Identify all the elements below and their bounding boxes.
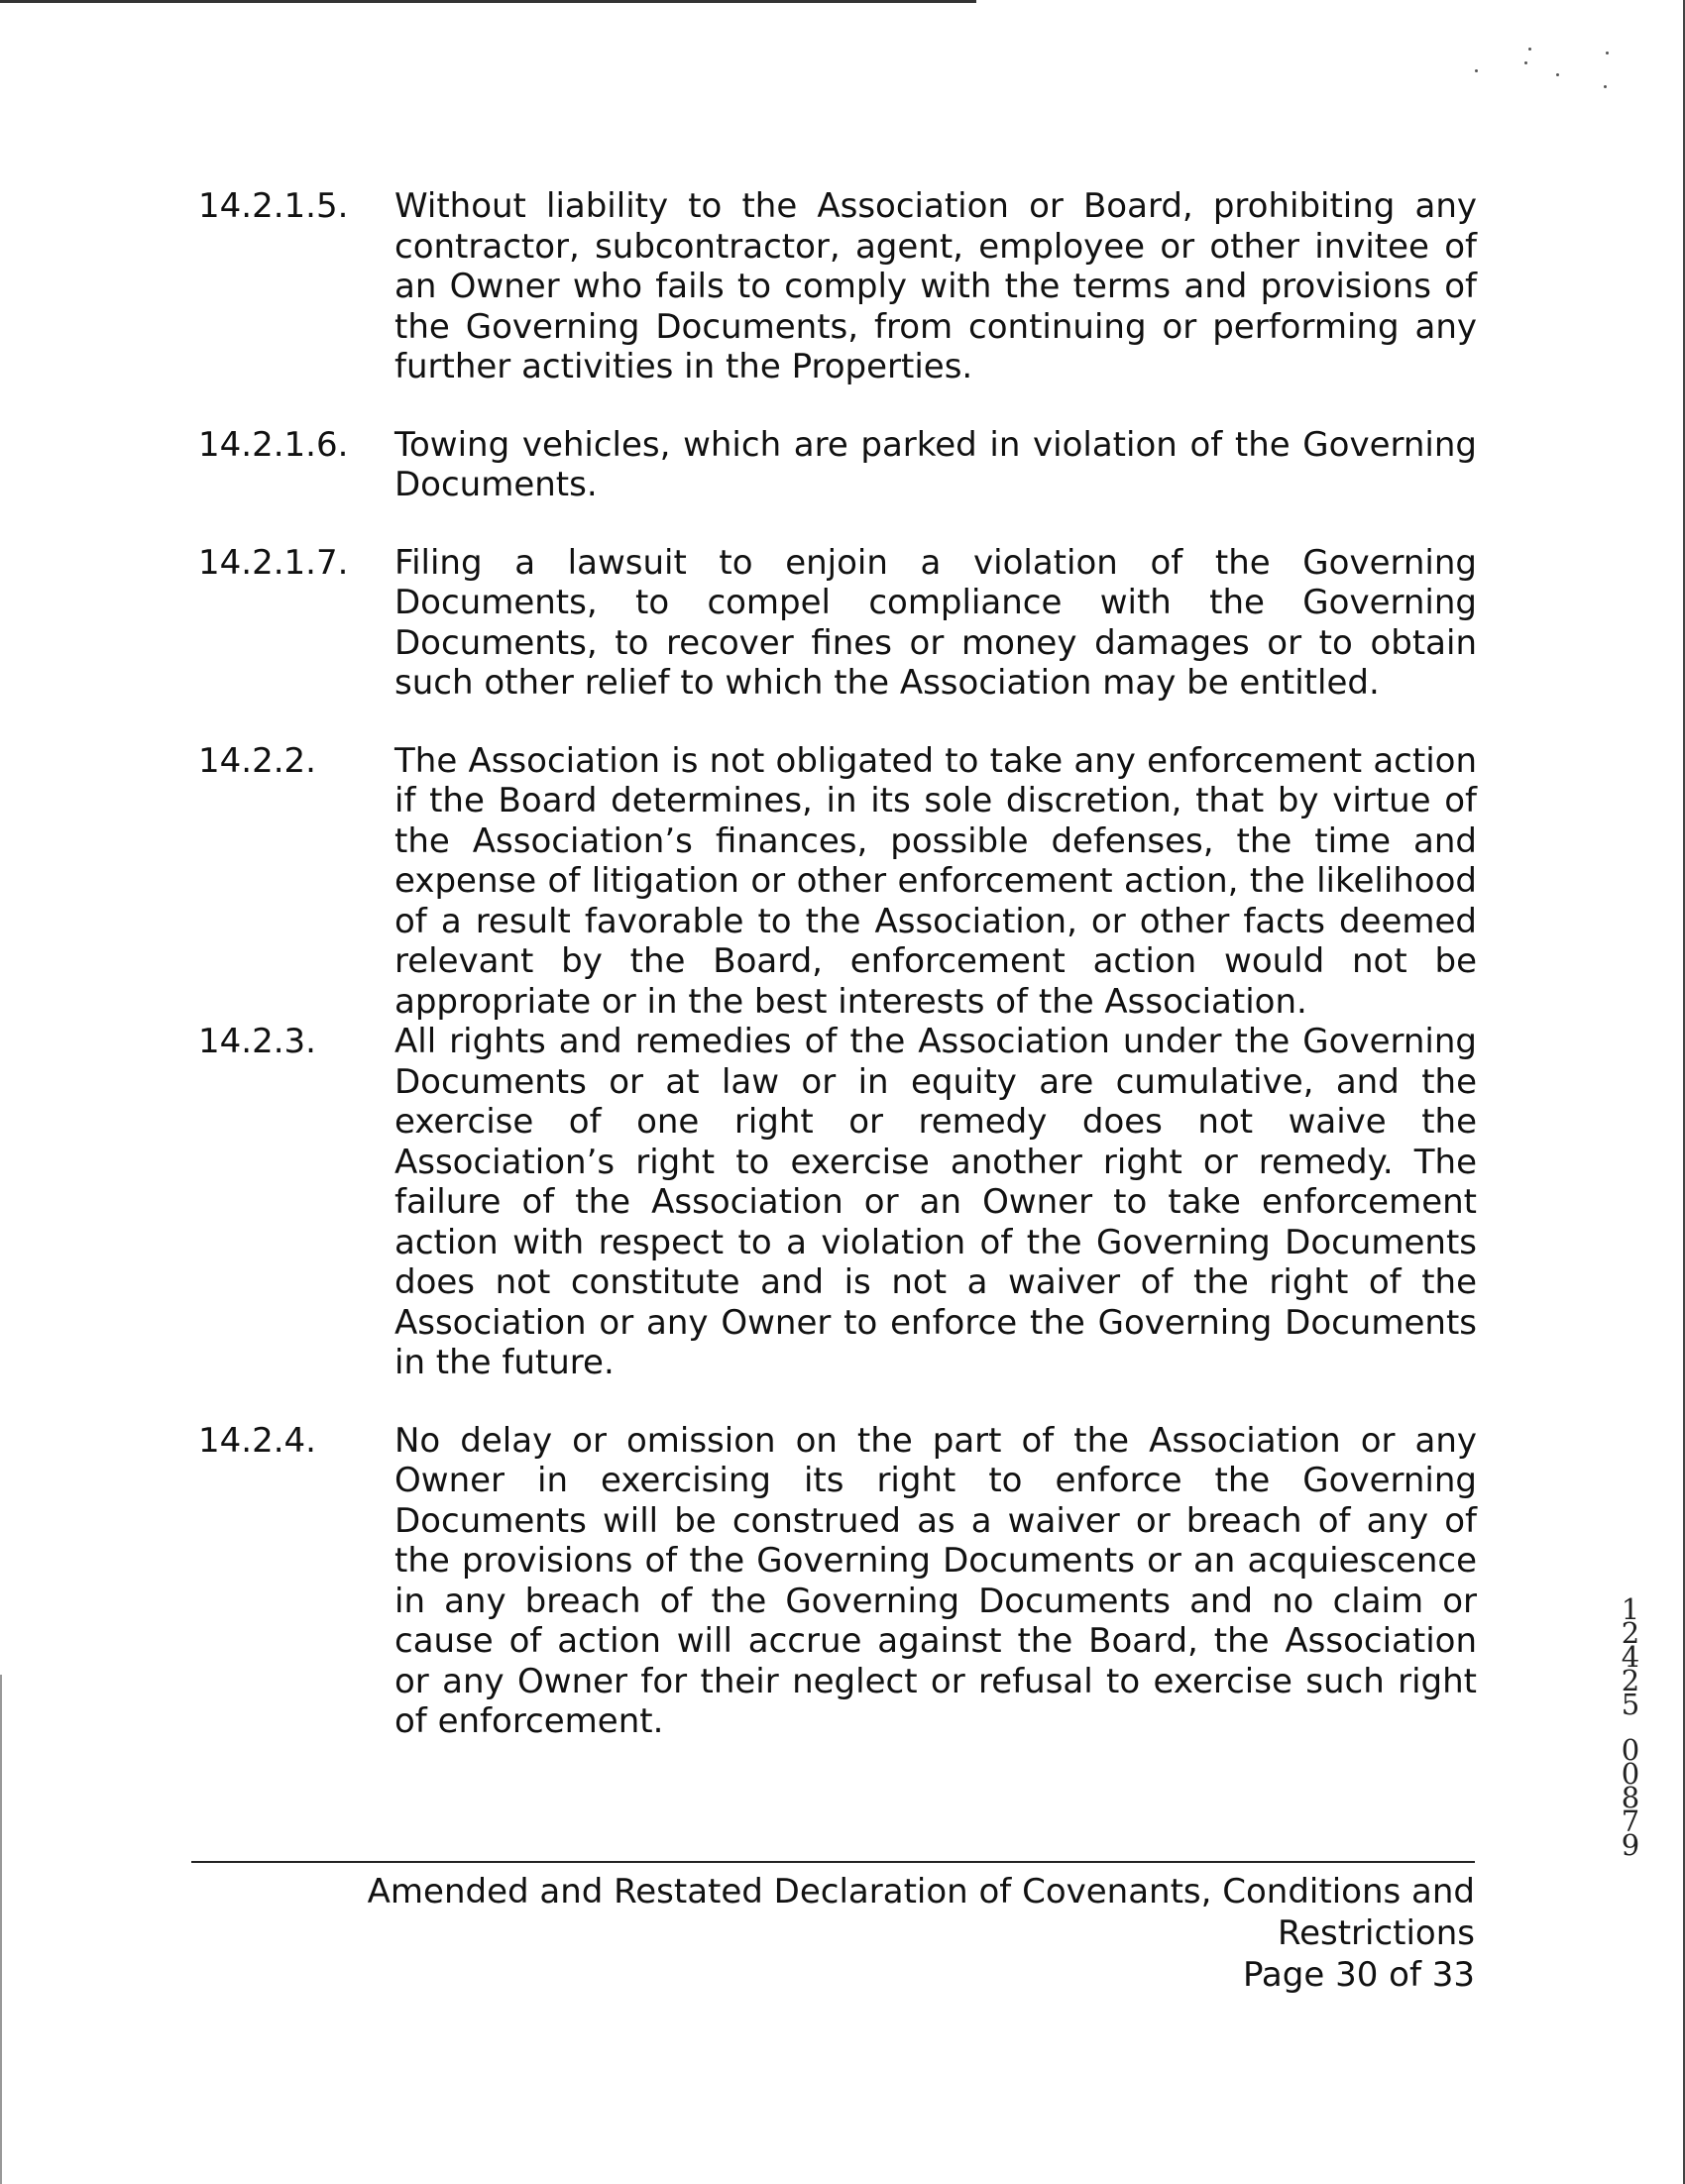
- section-text: Without liability to the Association or Board, prohibiting any contractor, subcontractor, agent, employee or other invitee of an Owner who fails to comply with the terms and provisions of the Governing Documents, from continuing or performing any further activities in the Properties.: [394, 186, 1477, 386]
- stamp-page-number: [1611, 1733, 1650, 1862]
- section-number: 14.2.3.: [198, 1022, 316, 1061]
- page-number: Page 30 of 33: [1242, 1955, 1475, 1995]
- section-number: 14.2.1.5.: [198, 186, 349, 226]
- section-text: Filing a lawsuit to enjoin a violation of the Governing Documents, to compel compliance with the Governing Documents, to recover fines or money damages or to obtain such other relief to which the Association may be entitled.: [394, 542, 1477, 703]
- section-text: Towing vehicles, which are parked in violation of the Governing Documents.: [394, 424, 1477, 504]
- section-14-2-4: [198, 1421, 1477, 1742]
- stamp-digit: 5: [1621, 1688, 1640, 1721]
- footer-title: Amended and Restated Declaration of Covenants, Conditions and Restrictions: [367, 1872, 1475, 1953]
- section-number: 14.2.2.: [198, 740, 316, 781]
- stamp-digit: 0: [1621, 1733, 1640, 1767]
- section-14-2-1-5: [198, 186, 1477, 387]
- section-14-2-3: [198, 1022, 1477, 1383]
- stamp-digit: 1: [1621, 1592, 1640, 1626]
- section-number: 14.2.1.7.: [198, 542, 349, 583]
- recording-stamp: [1611, 1592, 1650, 1862]
- section-number: 14.2.4.: [198, 1420, 316, 1461]
- stamp-book-number: [1611, 1592, 1650, 1721]
- scan-specks: [1467, 40, 1626, 99]
- stamp-digit: 2: [1621, 1616, 1640, 1650]
- section-14-2-2: [198, 741, 1477, 1023]
- stamp-digit: 2: [1621, 1664, 1640, 1697]
- section-14-2-1-6: [198, 425, 1477, 505]
- stamp-digit: 8: [1621, 1781, 1640, 1814]
- scan-top-edge: [0, 0, 976, 3]
- stamp-digit: 9: [1621, 1828, 1640, 1862]
- section-text: No delay or omission on the part of the Association or any Owner in exercising its right to enforce the Governing Documents will be construed as a waiver or breach of any of the provisions of the Governing Documents or an acquiescence in any breach of the Governing Documents and no claim or cause of action will accrue against the Board, the Association or any Owner for their neglect or refusal to exercise such right of enforcement.: [394, 1420, 1477, 1741]
- page-footer: [191, 1861, 1475, 1996]
- section-14-2-1-7: [198, 543, 1477, 704]
- section-text: The Association is not obligated to take any enforcement action if the Board determines, in its sole discretion, that by virtue of the Association’s finances, possible defenses, the time and expense of litigation or other enforcement action, the likelihood of a result favorable to the Association, or other facts deemed relevant by the Board, enforcement action would not be appropriate or in the best interests of the Association.: [394, 740, 1477, 1022]
- stamp-digit: 0: [1621, 1757, 1640, 1791]
- stamp-digit: 4: [1621, 1640, 1640, 1674]
- scan-left-edge: [0, 1675, 2, 2184]
- footer-divider: [191, 1861, 1475, 1863]
- document-body: [198, 186, 1477, 1780]
- stamp-digit: 7: [1621, 1804, 1640, 1838]
- section-number: 14.2.1.6.: [198, 424, 349, 465]
- section-text: All rights and remedies of the Association under the Governing Documents or at law or in equity are cumulative, and the exercise of one right or remedy does not waive the Association’s right to exercise another right or remedy. The failure of the Association or an Owner to take enforcement action with respect to a violation of the Governing Documents does not constitute and is not a waiver of the right of the Association or any Owner to enforce the Governing Documents in the future.: [394, 1022, 1477, 1382]
